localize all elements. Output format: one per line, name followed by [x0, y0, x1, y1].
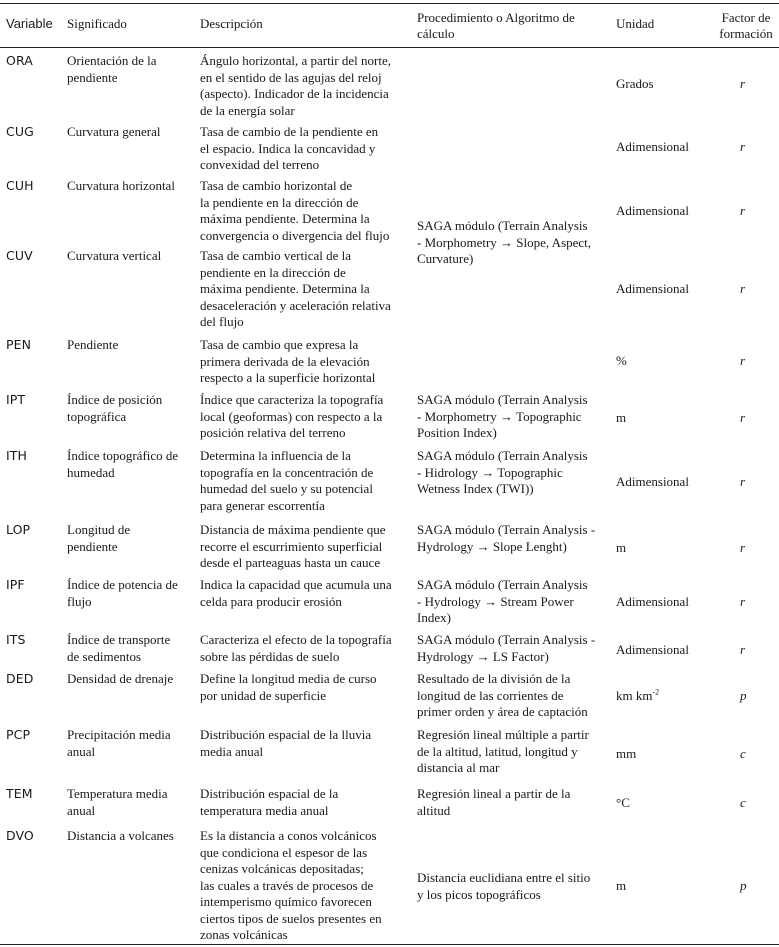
- variable-meaning: [67, 392, 162, 425]
- variable-description-line: Determina la influencia de la: [200, 448, 351, 463]
- variable-description-line: Tasa de cambio de la pendiente en: [200, 124, 379, 139]
- variable-description-line: máxima pendiente. Determina la: [200, 281, 370, 296]
- calculation-procedure-line: distancia al mar: [417, 760, 500, 775]
- variable-meaning-line: Precipitación media: [67, 727, 171, 742]
- variable-description-line: Indica la capacidad que acumula una: [200, 577, 392, 592]
- calculation-procedure-line: Hydrology → Slope Lenght): [417, 538, 567, 554]
- formation-factor: p: [740, 688, 747, 703]
- formation-factor: c: [740, 795, 746, 810]
- variable-description: [200, 337, 375, 387]
- header-significado: Significado: [67, 16, 127, 31]
- calculation-procedure: [417, 577, 588, 627]
- calculation-procedure: [417, 671, 588, 721]
- variable-description-line: recorre el escurrimiento superficial: [200, 538, 383, 554]
- variable-meaning-line: Temperatura media: [67, 786, 168, 801]
- calculation-procedure-line: - Hydrology → Stream Power: [417, 593, 574, 609]
- calculation-procedure-line: longitud de las corrientes de: [417, 687, 564, 703]
- variable-meaning-line: Curvatura general: [67, 124, 161, 139]
- calculation-procedure-line: Resultado de la división de la: [417, 671, 571, 686]
- calculation-procedure: [417, 632, 595, 665]
- variable-meaning: [67, 448, 178, 481]
- calculation-procedure-line: SAGA módulo (Terrain Analysis: [417, 392, 588, 407]
- unit: [616, 281, 689, 298]
- formation-factor: r: [740, 203, 746, 218]
- calculation-procedure-line: SAGA módulo (Terrain Analysis: [417, 577, 588, 592]
- variable-meaning: [67, 828, 174, 845]
- variable-description-line: de la energía solar: [200, 102, 295, 118]
- variable-description-line: ciertos tipos de suelos presentes en: [200, 910, 382, 926]
- unit: [616, 353, 627, 370]
- variable-meaning-line: humedad: [67, 464, 115, 480]
- variable-meaning-line: pendiente: [67, 538, 118, 554]
- variable-description-line: humedad del suelo y su potencial: [200, 481, 373, 496]
- variable-meaning-line: Longitud de: [67, 522, 131, 537]
- calculation-procedure-line: Wetness Index (TWI)): [417, 481, 534, 496]
- variable-code: TEM: [6, 786, 33, 801]
- calculation-procedure-line: Regresión lineal a partir de la: [417, 786, 571, 801]
- calculation-procedure-line: Index): [417, 610, 451, 625]
- calculation-procedure-line: altitud: [417, 802, 451, 818]
- calculation-procedure-line: SAGA módulo (Terrain Analysis -: [417, 632, 596, 647]
- variable-meaning: [67, 632, 170, 665]
- variable-description-line: Distribución espacial de la lluvia: [200, 727, 372, 742]
- variable-description-line: para generar escorrentía: [200, 497, 325, 513]
- variable-description-line: máxima pendiente. Determina la: [200, 211, 370, 226]
- unit: [616, 203, 689, 220]
- variable-description-line: Define la longitud media de curso: [200, 671, 377, 686]
- calculation-procedure-line: y los picos topográficos: [417, 886, 541, 902]
- variable-description: [200, 577, 392, 610]
- variable-code: DVO: [6, 828, 34, 843]
- variable-description: [200, 178, 389, 244]
- formation-factor: r: [740, 76, 746, 91]
- variable-description-line: el espacio. Indica la concavidad y: [200, 140, 376, 156]
- variable-description: [200, 632, 392, 665]
- variable-meaning: [67, 178, 175, 195]
- variable-description-line: zonas volcánicas: [200, 927, 288, 942]
- unit-text: m: [616, 540, 627, 555]
- variable-description: [200, 53, 391, 119]
- unit-superscript: -2: [652, 687, 660, 697]
- formation-factor: r: [740, 474, 746, 489]
- calculation-procedure-line: Hydrology → LS Factor): [417, 648, 549, 664]
- variable-description-line: convexidad del terreno: [200, 157, 320, 172]
- variable-code: PEN: [6, 337, 32, 352]
- formation-factor: p: [740, 878, 747, 893]
- variable-description: [200, 522, 386, 572]
- variable-meaning-line: Índice topográfico de: [67, 448, 179, 463]
- variable-meaning-line: topográfica: [67, 408, 127, 424]
- variable-meaning: [67, 522, 130, 555]
- variable-code: ITS: [6, 632, 26, 647]
- table-header-rule: [0, 47, 779, 48]
- variable-description-line: Distribución espacial de la: [200, 786, 339, 801]
- variable-description-line: por unidad de superficie: [200, 687, 326, 703]
- calculation-procedure-line: SAGA módulo (Terrain Analysis: [417, 218, 588, 233]
- variable-meaning: [67, 53, 157, 86]
- variable-code: DED: [6, 671, 34, 686]
- variable-description-line: posición relativa del terreno: [200, 425, 346, 440]
- unit-text: °C: [616, 795, 630, 810]
- variable-description-line: sobre las pérdidas de suelo: [200, 648, 340, 664]
- unit: [616, 139, 689, 156]
- unit-text: mm: [616, 746, 637, 761]
- variable-description-line: Índice que caracteriza la topografía: [200, 392, 384, 407]
- formation-factor: r: [740, 281, 746, 296]
- variable-description-line: local (geoformas) con respecto a la: [200, 408, 383, 424]
- calculation-procedure-line: SAGA módulo (Terrain Analysis: [417, 448, 588, 463]
- variable-description: [200, 448, 373, 514]
- formation-factor: r: [740, 540, 746, 555]
- variable-description: [200, 727, 371, 760]
- calculation-procedure-line: primer orden y área de captación: [417, 704, 588, 719]
- variable-description-line: intemperismo químico favorecen: [200, 894, 372, 909]
- variable-meaning-line: Curvatura horizontal: [67, 178, 175, 193]
- variable-description: [200, 392, 383, 442]
- unit: [616, 878, 626, 895]
- calculation-procedure: [417, 392, 588, 442]
- formation-factor: r: [740, 353, 746, 368]
- calculation-procedure-line: SAGA módulo (Terrain Analysis -: [417, 522, 596, 537]
- variable-code: IPF: [6, 577, 25, 592]
- unit: [616, 746, 636, 763]
- variable-description-line: pendiente en la dirección de: [200, 264, 346, 280]
- variable-code: ORA: [6, 53, 33, 68]
- unit-text: Grados: [616, 76, 654, 91]
- header-variable: Variable: [6, 16, 53, 31]
- calculation-procedure-line: de la altitud, latitud, longitud y: [417, 743, 578, 759]
- unit-text: km km: [616, 688, 653, 703]
- unit-text: Adimensional: [616, 642, 689, 657]
- variable-meaning: [67, 124, 160, 141]
- variable-meaning: [67, 671, 173, 688]
- calculation-procedure-line: Distancia euclidiana entre el sitio: [417, 870, 591, 885]
- variable-meaning-line: Curvatura vertical: [67, 248, 162, 263]
- variable-description-line: la pendiente en la dirección de: [200, 194, 359, 210]
- variable-meaning-line: pendiente: [67, 69, 118, 85]
- variable-description-line: temperatura media anual: [200, 802, 329, 818]
- variable-description-line: Tasa de cambio que expresa la: [200, 337, 359, 352]
- variable-description-line: Ángulo horizontal, a partir del norte,: [200, 53, 391, 68]
- variable-description-line: respecto a la superficie horizontal: [200, 370, 376, 385]
- variable-code: ITH: [6, 448, 28, 463]
- unit-text: m: [616, 878, 627, 893]
- variable-meaning-line: Índice de transporte: [67, 632, 171, 647]
- variable-meaning: [67, 248, 161, 265]
- table-top-rule: [0, 3, 779, 4]
- variable-description-line: desde el parteaguas hasta un cauce: [200, 555, 381, 570]
- variable-code: CUH: [6, 178, 34, 193]
- unit: [616, 410, 626, 427]
- variable-description-line: Tasa de cambio vertical de la: [200, 248, 352, 263]
- formation-factor: r: [740, 594, 746, 609]
- formation-factor: r: [740, 642, 746, 657]
- calculation-procedure-line: - Morphometry → Slope, Aspect,: [417, 234, 592, 250]
- unit-text: Adimensional: [616, 474, 689, 489]
- unit-text: Adimensional: [616, 281, 689, 296]
- header-factor: Factor de formación: [719, 10, 773, 41]
- variable-code: CUG: [6, 124, 34, 139]
- variable-description-line: media anual: [200, 743, 264, 759]
- calculation-procedure: [417, 870, 590, 903]
- variable-code: LOP: [6, 522, 31, 537]
- variable-description-line: en el sentido de las agujas del reloj: [200, 69, 382, 85]
- formation-factor: c: [740, 746, 746, 761]
- variable-code: CUV: [6, 248, 33, 263]
- variable-description: [200, 828, 382, 944]
- variable-meaning: [67, 727, 171, 760]
- variable-description-line: desaceleración y aceleración relativa: [200, 297, 391, 313]
- table-bottom-rule: [0, 944, 779, 945]
- calculation-procedure-line: - Morphometry → Topographic: [417, 408, 582, 424]
- unit: [616, 76, 654, 93]
- variable-description-line: primera derivada de la elevación: [200, 353, 370, 369]
- variable-description: [200, 671, 377, 704]
- variable-code: IPT: [6, 392, 26, 407]
- variable-description-line: convergencia o divergencia del flujo: [200, 227, 390, 243]
- calculation-procedure-line: Position Index): [417, 425, 497, 440]
- calculation-procedure-line: Curvature): [417, 251, 474, 266]
- unit-text: m: [616, 410, 627, 425]
- variable-description-line: cenizas volcánicas depositadas;: [200, 861, 364, 876]
- unit-text: %: [616, 353, 627, 368]
- variable-description-line: Tasa de cambio horizontal de: [200, 178, 353, 193]
- formation-factor: r: [740, 410, 746, 425]
- variable-meaning-line: anual: [67, 743, 96, 759]
- variable-meaning-line: Índice de posición: [67, 392, 163, 407]
- variable-description-line: celda para producir erosión: [200, 593, 342, 609]
- calculation-procedure: [417, 218, 591, 268]
- calculation-procedure: [417, 448, 588, 498]
- variable-description-line: Caracteriza el efecto de la topografía: [200, 632, 392, 647]
- unit-text: Adimensional: [616, 139, 689, 154]
- variable-meaning-line: Densidad de drenaje: [67, 671, 174, 686]
- calculation-procedure: [417, 727, 589, 777]
- variable-meaning: [67, 577, 178, 610]
- variable-description: [200, 124, 378, 174]
- variable-meaning-line: Índice de potencia de: [67, 577, 178, 592]
- unit: [616, 795, 630, 812]
- variable-description-line: topografía en la concentración de: [200, 464, 374, 480]
- unit: [616, 594, 689, 611]
- variable-meaning-line: flujo: [67, 593, 92, 609]
- unit-text: Adimensional: [616, 594, 689, 609]
- unit: [616, 688, 659, 705]
- variable-description-line: Distancia de máxima pendiente que: [200, 522, 386, 537]
- formation-factor: r: [740, 139, 746, 154]
- variable-meaning-line: de sedimentos: [67, 648, 142, 664]
- variable-description-line: del flujo: [200, 314, 244, 329]
- variable-meaning-line: Pendiente: [67, 337, 119, 352]
- variable-meaning-line: anual: [67, 802, 96, 818]
- variable-meaning: [67, 786, 168, 819]
- variable-description-line: las cuales a través de procesos de: [200, 877, 374, 893]
- variable-code: PCP: [6, 727, 31, 742]
- calculation-procedure: [417, 522, 595, 555]
- variable-description: [200, 786, 338, 819]
- variable-description-line: Es la distancia a conos volcánicos: [200, 828, 377, 843]
- variable-description-line: (aspecto). Indicador de la incidencia: [200, 86, 389, 101]
- header-procedimiento: Procedimiento o Algoritmo de cálculo: [417, 10, 575, 41]
- unit: [616, 540, 626, 557]
- header-unidad: Unidad: [616, 16, 655, 31]
- variable-description-line: que condiciona el espesor de las: [200, 844, 368, 860]
- calculation-procedure-line: - Hidrology → Topographic: [417, 464, 563, 480]
- calculation-procedure-line: Regresión lineal múltiple a partir: [417, 727, 589, 742]
- unit: [616, 474, 689, 491]
- calculation-procedure: [417, 786, 570, 819]
- variable-meaning-line: Distancia a volcanes: [67, 828, 174, 843]
- unit: [616, 642, 689, 659]
- variable-meaning: [67, 337, 118, 354]
- variable-meaning-line: Orientación de la: [67, 53, 157, 68]
- header-descripcion: Descripción: [200, 16, 263, 31]
- unit-text: Adimensional: [616, 203, 689, 218]
- variable-description: [200, 248, 391, 331]
